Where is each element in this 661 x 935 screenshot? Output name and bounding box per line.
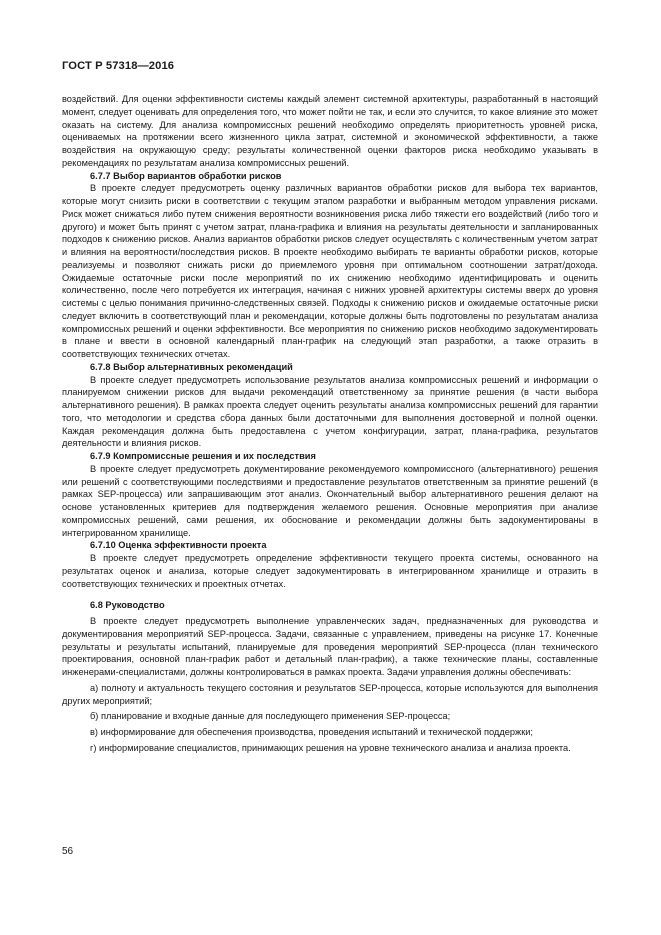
page-number: 56 bbox=[62, 846, 74, 857]
document-header: ГОСТ Р 57318—2016 bbox=[62, 60, 175, 72]
section-heading-6-7-8: 6.7.8 Выбор альтернативных рекомендаций bbox=[90, 361, 293, 372]
paragraph-6-7-9: В проекте следует предусмотреть документирование рекомендуемого компромиссного (альтернативного) решения или решений с соответствующими последствиями и предоставление результатов ответственным за принятие решений (в рамках SEP-процесса) или запрашивающим этот анализ. Окончательный выбор альтернативного решения делают на основе установленных критериев для подтверждения желаемого решения. Основные мероприятия при анализе компромиссных решений, сами решения, их обоснование и рекомендации должны быть задокументированы в интегрированном хранилище. bbox=[62, 463, 598, 538]
paragraph-6-7-8: В проекте следует предусмотреть использование результатов анализа компромиссных решений и информации о планируемом снижении рисков для выдачи рекомендаций ответственному за принятие решения (в части выбора альтернативного решения). В рамках проекта следует оценить результаты анализа компромиссных решений для гарантии того, что методологии и средства сбора данных были достаточными для выполнения достоверной и полной оценки. Каждая рекомендация должна быть предоставлена с учетом конфигурации, затрат, плана-графика, результатов деятельности и влияния рисков. bbox=[62, 374, 598, 449]
paragraph-6-8: В проекте следует предусмотреть выполнение управленческих задач, предназначенных для руководства и документирования мероприятий SEP-процесса. Задачи, связанные с управлением, приведены на рисунке 17. Конечные результаты и результаты испытаний, планируемые для проведения мероприятий SEP-процесса (план технического проектирования, основной план-график работ и детальный план-график), а также технические планы, составленные инженерами-специалистами, должны контролироваться в рамках проекта. Задачи управления должны обеспечивать: bbox=[62, 616, 598, 677]
section-heading-6-7-10: 6.7.10 Оценка эффективности проекта bbox=[90, 540, 267, 551]
paragraph-continuation: воздействий. Для оценки эффективности системы каждый элемент системной архитектуры, разработанный в настоящий момент, следует оценивать для определения того, что может пойти не так, и если это случится, то какое влияние это может оказать на систему. Для анализа компромиссных решений необходимо определять приоритетность уровней риска, оцениваемых на протяжении всего жизненного цикла затрат, системной и экономической эффективности, а также воздействия на окружающую среду; результаты количественной оценки факторов риска необходимо указывать в рекомендациях по результатам анализа компромиссных решений. bbox=[62, 94, 598, 168]
paragraph-6-7-10: В проекте следует предусмотреть определение эффективности текущего проекта системы, основанного на результатах оценок и анализа, которые следует задокументировать в интегрированном хранилище и отразить в соответствующих технических и проектных отчетах. bbox=[62, 553, 598, 589]
list-item-g: г) информирование специалистов, принимающих решения на уровне технического анализа и анализа проекта. bbox=[90, 742, 571, 753]
section-heading-6-7-9: 6.7.9 Компромиссные решения и их последствия bbox=[90, 451, 316, 461]
paragraph-6-7-7: В проекте следует предусмотреть оценку различных вариантов обработки рисков для выбора тех вариантов, которые могут снизить риски в соответствии с текущим этапом разработки и выбранным методом управления рисками. Риск может снижаться либо путем снижения вероятности возникновения риска либо тяжести его воздействий (либо того и другого) и может быть принят с учетом затрат, плана-графика и влияния на результаты деятельности и запланированных подходов к снижению рисков. Анализ вариантов обработки рисков следует осуществлять с количественным учетом затрат и влияния на вероятности/последствия рисков. В проекте необходимо выбирать те варианты обработки рисков, которые реализуемы и позволяют снижать риски до приемлемого уровня при оптимальном соотношении затрат/дохода. Ожидаемые остаточные риски после мероприятий по их снижению необходимо идентифицировать и оценить количественно, после чего потребуется их интеграция, начиная с нижних уровней архитектуры системы вверх до уровня системы с целью понимания причинно-следственных связей. Подходы к снижению рисков и ожидаемые остаточные риски следует включить в соответствующий план и рекомендации, которые должны быть подготовлены по результатам анализа компромиссных решений и оценки эффективности. Все мероприятия по снижению рисков необходимо задокументировать в плане и ввести в основной календарный план-график на следующий этап разработки, а также отразить в соответствующих технических отчетах. bbox=[62, 183, 598, 359]
list-item-a: а) полноту и актуальность текущего состояния и результатов SEP-процесса, которые используются для выполнения других мероприятий; bbox=[62, 682, 598, 706]
list-item-v: в) информирование для обеспечения производства, проведения испытаний и технической поддержки; bbox=[90, 727, 533, 737]
section-heading-6-8: 6.8 Руководство bbox=[90, 600, 165, 611]
document-body bbox=[62, 93, 598, 755]
section-heading-6-7-7: 6.7.7 Выбор вариантов обработки рисков bbox=[90, 170, 282, 181]
list-item-b: б) планирование и входные данные для последующего применения SEP-процесса; bbox=[90, 711, 451, 722]
